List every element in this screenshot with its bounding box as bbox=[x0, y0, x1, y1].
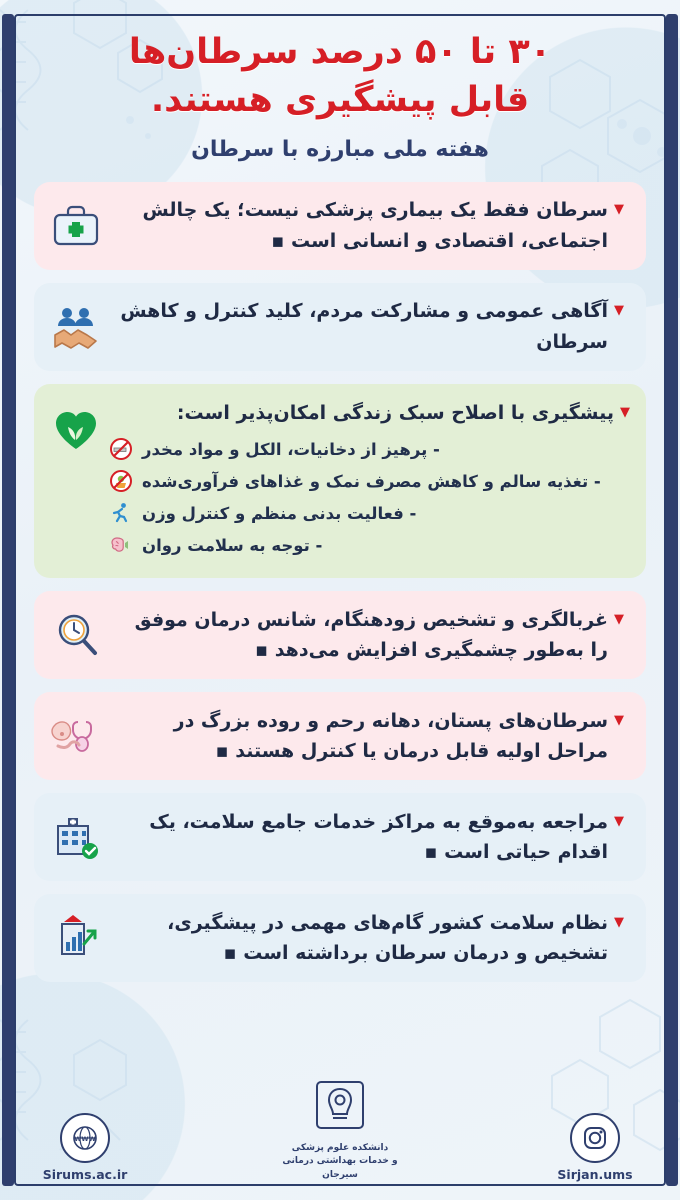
hospital-check-icon bbox=[44, 805, 108, 869]
logo-caption-line-2: و خدمات بهداشتی درمانی سیرجان bbox=[282, 1156, 398, 1180]
sublist-text: - تغذیه سالم و کاهش مصرف نمک و غذاهای فرآوری‌شده bbox=[142, 471, 601, 491]
list-item bbox=[108, 468, 626, 494]
logo-caption-line-1: دانشکده علوم پزشکی bbox=[291, 1142, 389, 1153]
list-item bbox=[34, 894, 646, 982]
instagram-icon[interactable] bbox=[570, 1113, 620, 1163]
heart-leaf-icon bbox=[44, 398, 108, 462]
list-item bbox=[34, 692, 646, 780]
page-subtitle: هفته ملی مبارزه با سرطان bbox=[191, 136, 489, 162]
footer bbox=[30, 1062, 650, 1182]
triangle-bullet-icon: ▼ bbox=[614, 201, 624, 217]
logo-caption bbox=[265, 1142, 415, 1183]
growth-chart-icon bbox=[44, 906, 108, 970]
card-text: سرطان فقط یک بیماری پزشکی نیست؛ یک چالش اجتماعی، اقتصادی و انسانی است ▪ bbox=[142, 198, 608, 252]
website-badge[interactable] bbox=[30, 1113, 140, 1182]
card-text: غربالگری و تشخیص زودهنگام، شانس درمان موفق را به‌طور چشمگیری افزایش می‌دهد ▪ bbox=[134, 608, 608, 662]
running-person-icon bbox=[108, 500, 134, 526]
sublist-text: - پرهیز از دخانیات، الکل و مواد مخدر bbox=[142, 439, 440, 459]
triangle-bullet-icon: ▼ bbox=[614, 302, 624, 318]
title-line-1: ۳۰ تا ۵۰ درصد سرطان‌ها bbox=[128, 32, 552, 72]
list-item bbox=[34, 182, 646, 270]
website-label: Sirums.ac.ir bbox=[42, 1167, 128, 1182]
card-text: آگاهی عمومی و مشارکت مردم، کلید کنترل و کاهش سرطان bbox=[120, 299, 608, 353]
university-logo-icon bbox=[309, 1074, 371, 1136]
list-item bbox=[34, 591, 646, 679]
no-junk-food-icon bbox=[108, 468, 134, 494]
triangle-bullet-icon: ▼ bbox=[614, 914, 624, 930]
instagram-label: Sirjan.ums bbox=[557, 1167, 633, 1182]
card-text: سرطان‌های پستان، دهانه رحم و روده بزرگ در مراحل اولیه قابل درمان یا کنترل هستند ▪ bbox=[173, 709, 608, 763]
card-body bbox=[108, 807, 632, 869]
card-body bbox=[108, 908, 632, 970]
card-body bbox=[108, 296, 632, 358]
card-body bbox=[108, 195, 632, 257]
magnifier-clock-icon bbox=[44, 603, 108, 667]
sublist-text: - توجه به سلامت روان bbox=[142, 535, 323, 555]
card-body bbox=[108, 398, 632, 565]
list-item bbox=[108, 532, 626, 558]
triangle-bullet-icon: ▼ bbox=[614, 813, 624, 829]
card-body bbox=[108, 605, 632, 667]
brain-mental-health-icon bbox=[108, 532, 134, 558]
triangle-bullet-icon: ▼ bbox=[614, 712, 624, 728]
cards-list bbox=[34, 182, 646, 983]
handshake-people-icon bbox=[44, 295, 108, 359]
list-item-prevention bbox=[34, 384, 646, 579]
list-item bbox=[34, 283, 646, 371]
no-smoking-icon bbox=[108, 436, 134, 462]
sublist-text: - فعالیت بدنی منظم و کنترل وزن bbox=[142, 503, 417, 523]
card-body bbox=[108, 706, 632, 768]
triangle-bullet-icon: ▼ bbox=[614, 611, 624, 627]
list-item bbox=[34, 793, 646, 881]
triangle-bullet-icon: ▼ bbox=[620, 404, 630, 420]
card-text: نظام سلامت کشور گام‌های مهمی در پیشگیری، تشخیص و درمان سرطان برداشته است ▪ bbox=[167, 911, 608, 965]
university-logo bbox=[265, 1074, 415, 1183]
breast-uterus-colon-icon bbox=[44, 704, 108, 768]
title-line-2: قابل پیشگیری هستند. bbox=[150, 80, 530, 121]
card-text: پیشگیری با اصلاح سبک زندگی امکان‌پذیر است: bbox=[176, 401, 614, 424]
instagram-badge[interactable] bbox=[540, 1113, 650, 1182]
globe-www-icon[interactable] bbox=[60, 1113, 110, 1163]
card-text: مراجعه به‌موقع به مراکز خدمات جامع سلامت، یک اقدام حیاتی است ▪ bbox=[149, 810, 608, 864]
prevention-sublist bbox=[108, 436, 626, 558]
first-aid-kit-icon bbox=[44, 194, 108, 258]
list-item bbox=[108, 500, 626, 526]
list-item bbox=[108, 436, 626, 462]
page-title bbox=[34, 28, 646, 125]
svg-text:WWW: WWW bbox=[74, 1135, 96, 1143]
